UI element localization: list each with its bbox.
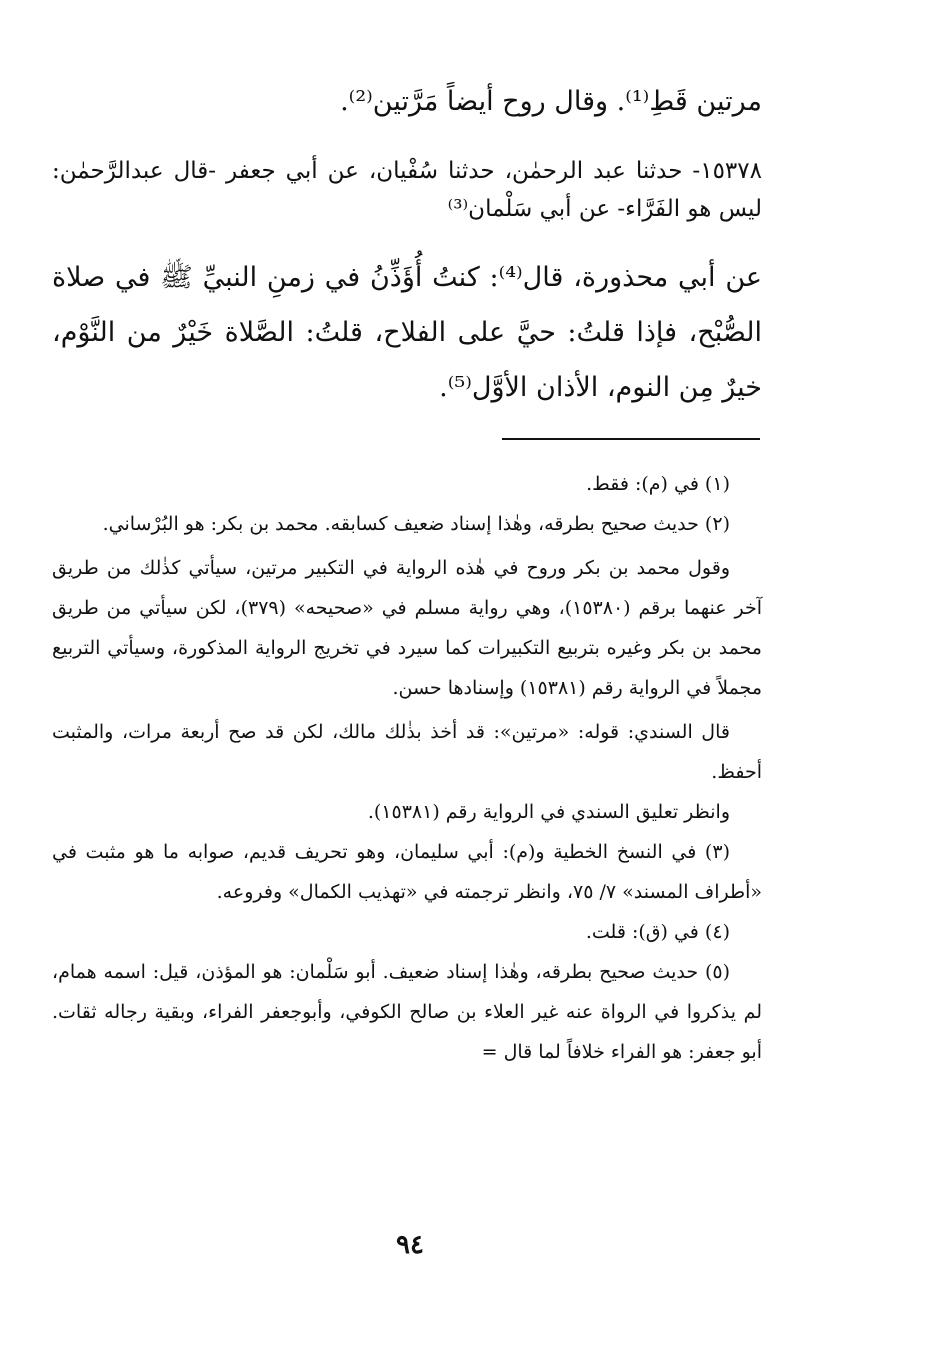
footnote-5: (٥) حديث صحيح بطرقه، وهٰذا إسناد ضعيف. أبو سَلْمان: هو المؤذن، قيل: اسمه همام، لم يذكروا في الرواة عنه غير العلاء بن صالح الكوفي، وأبوجعفر الفراء، وبقية رجاله ثقات. أبو جعفر: هو الفراء خلافاً لما قال = [52, 961, 762, 1063]
footnote-2: (٢) حديث صحيح بطرقه، وهٰذا إسناد ضعيف كسابقه. محمد بن بكر: هو البُرْساني. [102, 513, 730, 535]
footnote-2-paragraph-4: وانظر تعليق السندي في الرواية رقم (١٥٣٨١). [367, 801, 730, 823]
footnote-2-paragraph-3: قال السندي: قوله: «مرتين»: قد أخذ بذٰلك مالك، لكن قد صح أربعة مرات، والمثبت أحفظ. [52, 721, 762, 783]
page-number: ٩٤ [396, 1230, 424, 1260]
footnote-1: (١) في (م): فقط. [586, 473, 730, 495]
footnote-separator [502, 438, 760, 440]
footnote-3: (٣) في النسخ الخطية و(م): أبي سليمان، وهو تحريف قديم، صوابه ما هو مثبت في «أطراف المسند» ٧/ ٧٥، وانظر ترجمته في «تهذيب الكمال» وفروعه. [52, 841, 762, 903]
hadith-matn: عن أبي محذورة، قال⁽⁴⁾: كنتُ أُؤَذِّنُ في زمنِ النبيِّ ﷺ في صلاة الصُّبْح، فإذا قلتُ: حيَّ على الفلاح، قلتُ: الصَّلاة خَيْرٌ من النَّوْم، خيرٌ مِن النوم، الأذان الأوَّل⁽⁵⁾. [52, 262, 762, 403]
continuation-line: مرتين قَطِ⁽¹⁾. وقال روح أيضاً مَرَّتين⁽²⁾. [340, 86, 762, 117]
hadith-isnad: ١٥٣٧٨- حدثنا عبد الرحمٰن، حدثنا سُفْيان، عن أبي جعفر -قال عبدالرَّحمٰن: ليس هو الفَرَّاء- عن أبي سَلْمان⁽³⁾ [52, 158, 762, 222]
footnotes [52, 464, 762, 1072]
footnote-2-paragraph-2: وقول محمد بن بكر وروح في هٰذه الرواية في التكبير مرتين، سيأتي كذٰلك من طريق آخر عنهما برقم (١٥٣٨٠)، وهي رواية مسلم في «صحيحه» (٣٧٩)، لكن سيأتي من طريق محمد بن بكر وغيره بتربيع التكبيرات كما سيرد في تخريج الرواية المذكورة، وسيأتي التربيع مجملاً في الرواية رقم (١٥٣٨١) وإسنادها حسن. [52, 557, 762, 699]
footnote-4: (٤) في (ق): قلت. [585, 921, 730, 943]
